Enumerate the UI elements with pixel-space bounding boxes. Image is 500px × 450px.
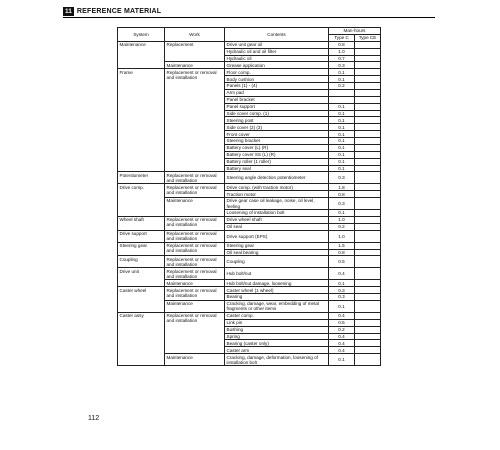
contents-cell: Hydraulic oil — [225, 55, 329, 62]
contents-cell: Panels (1) - (4) — [225, 83, 329, 90]
type-c-manhours-cell: 0.8 — [329, 249, 355, 256]
type-c-manhours-cell: 0.5 — [329, 256, 355, 268]
contents-cell: Battery cover (L) (R) — [225, 144, 329, 151]
type-ce-manhours-cell — [355, 294, 381, 301]
table-row — [118, 216, 381, 223]
contents-cell: Side cover comp. (1) — [225, 110, 329, 117]
type-c-manhours-cell: 1.5 — [329, 242, 355, 249]
contents-cell: Arm pad — [225, 89, 329, 96]
col-header-type-ce: Type CE — [355, 34, 381, 41]
contents-cell: Battery seal — [225, 165, 329, 172]
table-row — [118, 242, 381, 249]
section-title: REFERENCE MATERIAL — [76, 7, 162, 15]
contents-cell: Bushing — [225, 326, 329, 333]
section-header — [63, 5, 435, 18]
type-ce-manhours-cell — [355, 347, 381, 354]
type-c-manhours-cell: 0.3 — [329, 198, 355, 210]
type-ce-manhours-cell — [355, 191, 381, 198]
type-ce-manhours-cell — [355, 198, 381, 210]
type-c-manhours-cell: 0.1 — [329, 76, 355, 83]
type-ce-manhours-cell — [355, 89, 381, 96]
contents-cell: Caster wheel (1 wheel) — [225, 287, 329, 294]
contents-cell: Panel support — [225, 103, 329, 110]
type-ce-manhours-cell — [355, 151, 381, 158]
type-c-manhours-cell: 0.1 — [329, 144, 355, 151]
contents-cell: Cracking, damage, deformation, loosening of installation bolt — [225, 354, 329, 366]
type-c-manhours-cell: 0.3 — [329, 287, 355, 294]
type-c-manhours-cell: 1.0 — [329, 216, 355, 223]
contents-cell: Steering post — [225, 117, 329, 124]
type-ce-manhours-cell — [355, 230, 381, 242]
contents-cell: Caster arm — [225, 347, 329, 354]
type-c-manhours-cell: 1.0 — [329, 230, 355, 242]
work-cell: Replacement or removal and installation — [165, 69, 225, 172]
type-ce-manhours-cell — [355, 76, 381, 83]
contents-cell: Drive comp. (with traction motor) — [225, 184, 329, 191]
contents-cell: Drive support (EPS) — [225, 230, 329, 242]
type-ce-manhours-cell — [355, 280, 381, 287]
contents-cell: Coupling — [225, 256, 329, 268]
type-ce-manhours-cell — [355, 333, 381, 340]
contents-cell: Grease application — [225, 62, 329, 69]
table-row — [118, 41, 381, 48]
type-ce-manhours-cell — [355, 69, 381, 76]
type-c-manhours-cell: 0.1 — [329, 69, 355, 76]
type-ce-manhours-cell — [355, 55, 381, 62]
work-cell: Maintenance — [165, 198, 225, 217]
type-ce-manhours-cell — [355, 249, 381, 256]
work-cell: Replacement or removal and installation — [165, 312, 225, 353]
type-c-manhours-cell: 0.1 — [329, 131, 355, 138]
type-c-manhours-cell: 0.2 — [329, 83, 355, 90]
contents-cell: Front cover — [225, 131, 329, 138]
work-cell: Replacement — [165, 41, 225, 62]
type-c-manhours-cell: 0.4 — [329, 312, 355, 319]
work-cell: Maintenance — [165, 62, 225, 69]
type-ce-manhours-cell — [355, 131, 381, 138]
col-header-type-c: Type C — [329, 34, 355, 41]
work-cell: Replacement or removal and installation — [165, 216, 225, 230]
system-cell: Drive comp. — [118, 184, 165, 217]
contents-cell: Traction motor — [225, 191, 329, 198]
contents-cell: Steering gear — [225, 242, 329, 249]
contents-cell: Hub bolt/nut damage, loosening — [225, 280, 329, 287]
work-cell: Replacement or removal and installation — [165, 184, 225, 198]
work-cell: Replacement or removal and installation — [165, 242, 225, 256]
type-ce-manhours-cell — [355, 268, 381, 280]
type-ce-manhours-cell — [355, 242, 381, 249]
contents-cell: Cracking, damage, wear, embedding of metal fragments or other items — [225, 300, 329, 312]
table-row — [118, 172, 381, 184]
type-ce-manhours-cell — [355, 103, 381, 110]
man-hours-table — [117, 27, 381, 366]
type-ce-manhours-cell — [355, 216, 381, 223]
type-c-manhours-cell: 0.2 — [329, 326, 355, 333]
section-number-badge: 11 — [65, 7, 72, 15]
contents-cell: Hydraulic oil and oil filter — [225, 48, 329, 55]
contents-cell: Link pin — [225, 319, 329, 326]
work-cell: Maintenance — [165, 280, 225, 287]
system-cell: Steering gear — [118, 242, 165, 256]
system-cell: Caster wheel — [118, 287, 165, 313]
type-c-manhours-cell: 0.4 — [329, 333, 355, 340]
type-c-manhours-cell: 0.8 — [329, 191, 355, 198]
table-row — [118, 312, 381, 319]
type-c-manhours-cell: 0.3 — [329, 62, 355, 69]
contents-cell: Bearing — [225, 294, 329, 301]
work-cell: Maintenance — [165, 354, 225, 366]
type-c-manhours-cell: 0.1 — [329, 354, 355, 366]
col-header-contents: Contents — [225, 28, 329, 42]
type-ce-manhours-cell — [355, 172, 381, 184]
type-ce-manhours-cell — [355, 287, 381, 294]
type-ce-manhours-cell — [355, 184, 381, 191]
contents-cell: Drive unit gear oil — [225, 41, 329, 48]
contents-cell: Oil seal — [225, 223, 329, 230]
contents-cell: Bearing (caster only) — [225, 340, 329, 347]
type-ce-manhours-cell — [355, 340, 381, 347]
contents-cell: Loosening of installation bolt — [225, 210, 329, 217]
type-c-manhours-cell: 1.8 — [329, 184, 355, 191]
type-c-manhours-cell: 1.0 — [329, 48, 355, 55]
system-cell: Wheel shaft — [118, 216, 165, 230]
type-ce-manhours-cell — [355, 117, 381, 124]
type-c-manhours-cell: 0.7 — [329, 55, 355, 62]
type-c-manhours-cell: 0.5 — [329, 319, 355, 326]
work-cell: Replacement or removal and installation — [165, 172, 225, 184]
type-c-manhours-cell: 0.1 — [329, 110, 355, 117]
table-row — [118, 184, 381, 191]
contents-cell: Spring — [225, 333, 329, 340]
type-ce-manhours-cell — [355, 83, 381, 90]
table-body — [118, 41, 381, 365]
type-c-manhours-cell: 0.3 — [329, 172, 355, 184]
type-ce-manhours-cell — [355, 96, 381, 103]
contents-cell: Floor comp. — [225, 69, 329, 76]
type-ce-manhours-cell — [355, 319, 381, 326]
contents-cell: Steering angle detection potentiometer — [225, 172, 329, 184]
contents-cell: Body cushion — [225, 76, 329, 83]
work-cell: Maintenance — [165, 300, 225, 312]
type-c-manhours-cell: 0.4 — [329, 340, 355, 347]
contents-cell: Hub bolt/nut — [225, 268, 329, 280]
type-c-manhours-cell: 0.3 — [329, 294, 355, 301]
contents-cell: Drive wheel shaft — [225, 216, 329, 223]
type-ce-manhours-cell — [355, 300, 381, 312]
type-ce-manhours-cell — [355, 48, 381, 55]
type-ce-manhours-cell — [355, 41, 381, 48]
contents-cell: Steering bracket — [225, 138, 329, 145]
type-ce-manhours-cell — [355, 62, 381, 69]
type-ce-manhours-cell — [355, 223, 381, 230]
type-ce-manhours-cell — [355, 326, 381, 333]
type-c-manhours-cell: 0.1 — [329, 165, 355, 172]
type-c-manhours-cell: 0.1 — [329, 158, 355, 165]
type-ce-manhours-cell — [355, 110, 381, 117]
type-ce-manhours-cell — [355, 312, 381, 319]
col-header-work: Work — [165, 28, 225, 42]
type-ce-manhours-cell — [355, 158, 381, 165]
system-cell: Coupling — [118, 256, 165, 268]
type-ce-manhours-cell — [355, 144, 381, 151]
system-cell: Maintenance — [118, 41, 165, 69]
col-header-manhours: Man-hours — [329, 28, 381, 35]
type-c-manhours-cell: 0.1 — [329, 210, 355, 217]
type-ce-manhours-cell — [355, 354, 381, 366]
contents-cell: Caster comp. — [225, 312, 329, 319]
contents-cell: Battery roller (1 roller) — [225, 158, 329, 165]
type-c-manhours-cell: 0.1 — [329, 103, 355, 110]
type-c-manhours-cell: 0.4 — [329, 347, 355, 354]
col-header-system: System — [118, 28, 165, 42]
type-c-manhours-cell: 0.8 — [329, 41, 355, 48]
type-c-manhours-cell: 0.1 — [329, 151, 355, 158]
system-cell: Caster assy — [118, 312, 165, 365]
type-ce-manhours-cell — [355, 124, 381, 131]
type-ce-manhours-cell — [355, 138, 381, 145]
type-c-manhours-cell: 0.1 — [329, 280, 355, 287]
system-cell: Drive support — [118, 230, 165, 242]
type-c-manhours-cell: 0.1 — [329, 124, 355, 131]
work-cell: Replacement or removal and installation — [165, 256, 225, 268]
work-cell: Replacement or removal and installation — [165, 268, 225, 280]
type-c-manhours-cell: 0.4 — [329, 268, 355, 280]
type-c-manhours-cell — [329, 89, 355, 96]
type-ce-manhours-cell — [355, 165, 381, 172]
system-cell: Frame — [118, 69, 165, 172]
type-c-manhours-cell: 0.1 — [329, 300, 355, 312]
work-cell: Replacement or removal and installation — [165, 287, 225, 301]
contents-cell: Panel bracket — [225, 96, 329, 103]
contents-cell: Oil seal bearing — [225, 249, 329, 256]
table-row — [118, 69, 381, 76]
contents-cell: Drive gear case oil leakage, noise, oil level, feeling — [225, 198, 329, 210]
type-ce-manhours-cell — [355, 210, 381, 217]
type-c-manhours-cell: 0.1 — [329, 117, 355, 124]
page-number: 112 — [88, 415, 100, 422]
type-c-manhours-cell: 0.1 — [329, 138, 355, 145]
table-row — [118, 256, 381, 268]
type-c-manhours-cell — [329, 96, 355, 103]
contents-cell: Side cover (2) (3) — [225, 124, 329, 131]
table-row — [118, 287, 381, 294]
system-cell: Drive unit — [118, 268, 165, 287]
system-cell: Potentiometer — [118, 172, 165, 184]
work-cell: Replacement or removal and installation — [165, 230, 225, 242]
type-ce-manhours-cell — [355, 256, 381, 268]
table-row — [118, 230, 381, 242]
type-c-manhours-cell: 0.2 — [329, 223, 355, 230]
contents-cell: Battery cover SS (L) (R) — [225, 151, 329, 158]
table-row — [118, 268, 381, 280]
